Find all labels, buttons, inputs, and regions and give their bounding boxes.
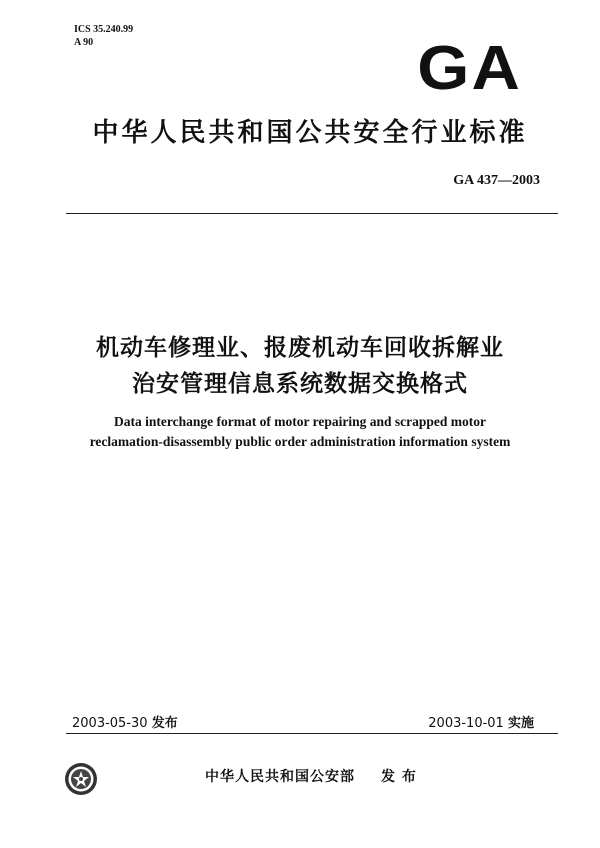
publish-date-line (72, 712, 178, 731)
cn-title-line1: 机动车修理业、报废机动车回收拆解业 (96, 335, 504, 361)
en-title-line2: reclamation-disassembly public order administration information system (89, 434, 511, 449)
issuer-line (205, 766, 417, 786)
ga-logo: GA (417, 34, 522, 103)
publish-date: 2003-05-30 (72, 716, 148, 731)
ics-code: ICS 35.240.99 (74, 24, 134, 35)
implement-date: 2003-10-01 (428, 716, 504, 731)
standard-number: GA 437—2003 (453, 173, 540, 188)
implement-date-line (428, 712, 534, 731)
police-emblem-icon (64, 762, 98, 796)
en-title-line1: Data interchange format of motor repairing and scrapped motor (114, 414, 486, 429)
publish-label: 发布 (151, 716, 178, 731)
cn-title-line2: 治安管理信息系统数据交换格式 (132, 371, 468, 397)
issuer-name: 中华人民共和国公安部 (205, 769, 355, 785)
issue-label: 发 布 (381, 769, 417, 785)
footer-divider (66, 733, 558, 734)
standard-title: 中华人民共和国公共安全行业标准 (92, 118, 528, 148)
implement-label: 实施 (507, 716, 534, 731)
ccs-code: A 90 (74, 37, 94, 48)
header-divider (66, 213, 558, 214)
